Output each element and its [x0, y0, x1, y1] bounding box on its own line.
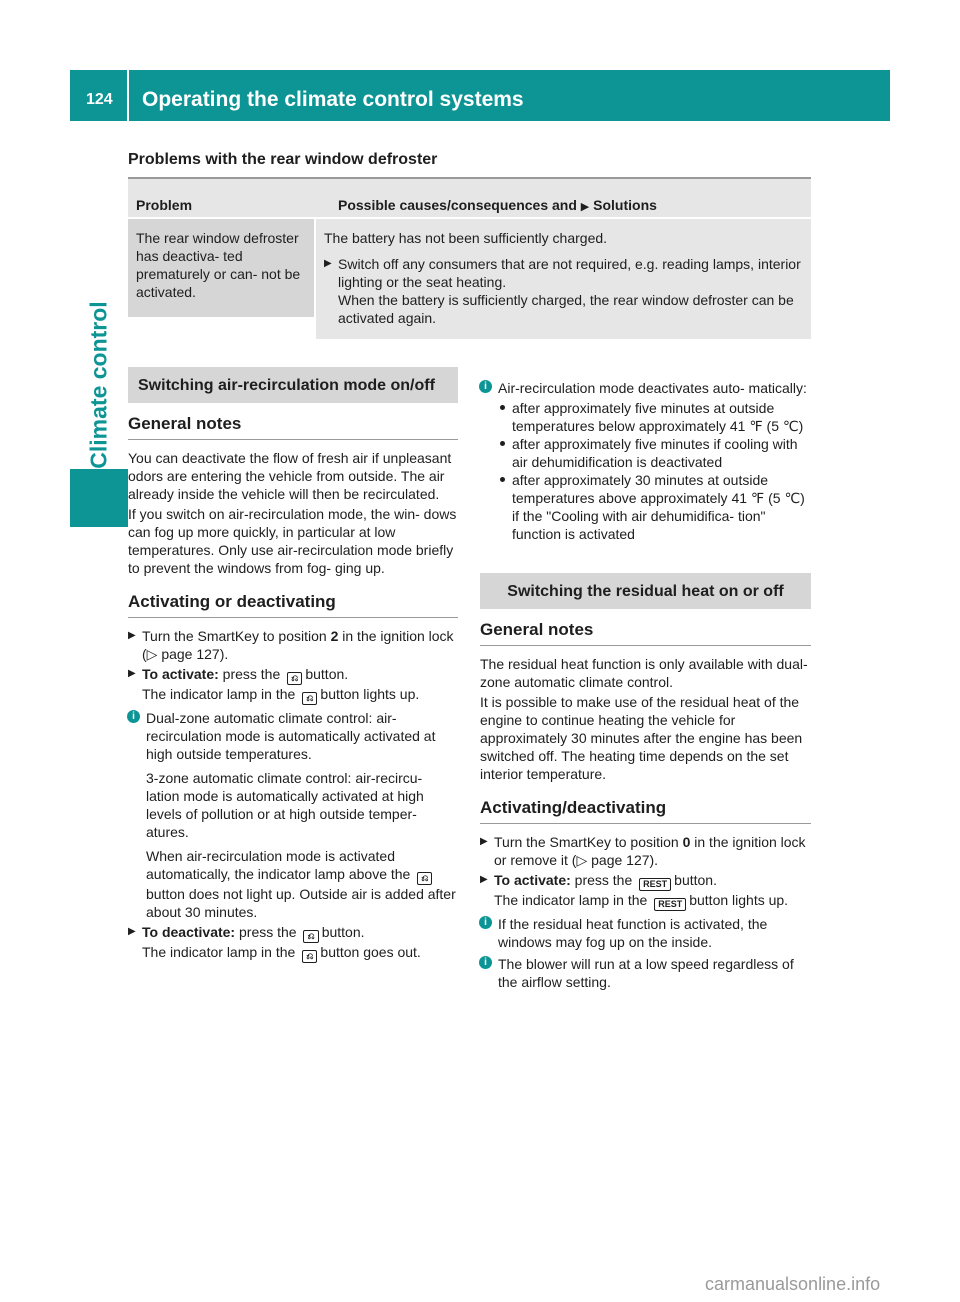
recirc-step-activate: ▶ To activate: press the ⎌ button. The indicator lamp in the ⎌ button lights up. — [128, 666, 420, 703]
residual-p2: It is possible to make use of the residual heat of the engine to continue heating the vehicle for approximately 30 minutes after the engine has been switched off. The heating time depends on the set interior temperature. — [480, 694, 803, 782]
residual-activating-title: Activating/deactivating — [480, 799, 811, 824]
info-icon: i — [479, 916, 492, 929]
arrow-icon: ▶ — [480, 874, 488, 885]
car-recirculation-icon: ⎌ — [302, 950, 317, 963]
recirc-info-deactivate: i Air-recirculation mode deactivates auto- matically: — [480, 379, 811, 397]
car-recirculation-icon: ⎌ — [303, 930, 318, 943]
car-recirculation-icon: ⎌ — [417, 872, 432, 885]
arrow-icon: ▶ — [324, 258, 332, 269]
recirc-general-title: General notes — [128, 415, 458, 440]
recirc-general-p1: You can deactivate the flow of fresh air if unpleasant odors are entering the vehicle from outside. The air already inside the vehicle will then be recirculated. — [128, 450, 452, 502]
car-recirculation-icon: ⎌ — [302, 692, 317, 705]
page-number: 124 — [86, 91, 113, 108]
side-chapter-label: Climate control — [85, 301, 112, 469]
table-header-row — [128, 179, 811, 217]
residual-info-blower: i The blower will run at a low speed regardless of the airflow setting. — [480, 955, 811, 991]
list-item: after approximately 30 minutes at outside temperatures above approximately 41 ℉ (5 ℃) if the "Cooling with air dehumidifica- tion" function is activated — [498, 471, 811, 543]
residual-info-fog: i If the residual heat function is activated, the windows may fog up on the inside. — [480, 915, 811, 951]
recirc-step-position: ▶ Turn the SmartKey to position 2 in the ignition lock (▷ page 127). — [128, 628, 454, 662]
header-divider — [127, 70, 129, 121]
recirc-activating-title: Activating or deactivating — [128, 593, 458, 618]
residual-step-position: ▶ Turn the SmartKey to position 0 in the ignition lock or remove it (▷ page 127). — [480, 834, 806, 868]
arrow-icon: ▶ — [580, 201, 590, 213]
solution-step: ▶ Switch off any consumers that are not required, e.g. reading lamps, interior lighting or the seat heating. When the battery is sufficiently charged, the rear window defroster can be activated again. — [324, 256, 801, 326]
cause-text: The battery has not been sufficiently charged. — [324, 230, 608, 246]
side-chapter-block — [70, 469, 128, 527]
residual-general-title: General notes — [480, 621, 811, 646]
residual-step-activate: ▶ To activate: press the REST button. The indicator lamp in the REST button lights up. — [480, 872, 789, 909]
table-row — [128, 217, 811, 339]
list-item: after approximately five minutes if cooling with air dehumidification is deactivated — [498, 435, 811, 471]
rest-button-icon: REST — [639, 878, 671, 891]
residual-p1: The residual heat function is only available with dual-zone automatic climate control. — [480, 656, 808, 690]
recirc-step-deactivate: ▶ To deactivate: press the ⎌ button. The indicator lamp in the ⎌ button goes out. — [128, 924, 421, 961]
watermark: carmanualsonline.info — [705, 1274, 881, 1294]
car-recirculation-icon: ⎌ — [287, 672, 302, 685]
arrow-icon: ▶ — [480, 836, 488, 847]
recirc-info-auto: i Dual-zone automatic climate control: air- recirculation mode is automatically activated at high outside temperatures. 3-zone automatic climate control: air-recircu- lation mode is automatically activated at high levels of pollution or at high outside temper- atures. When air-recirculation mode is activated automatically, the indicator lamp above the ⎌button does not light up. Outside air is added after about 30 minutes. — [128, 709, 458, 921]
chapter-header — [70, 70, 890, 121]
chapter-title: Operating the climate control systems — [142, 88, 524, 111]
table-header-problem: Problem — [136, 197, 193, 213]
table-header-solutions: Possible causes/consequences and ▶ Solutions — [338, 197, 657, 213]
defroster-title: Problems with the rear window defroster — [128, 151, 438, 168]
info-icon: i — [479, 956, 492, 969]
list-item: after approximately five minutes at outside temperatures below approximately 41 ℉ (5 ℃) — [498, 399, 811, 435]
info-icon: i — [127, 710, 140, 723]
rest-button-icon: REST — [654, 898, 686, 911]
arrow-icon: ▶ — [128, 668, 136, 679]
recirc-banner: Switching air-recirculation mode on/off — [128, 367, 458, 403]
left-column — [128, 367, 458, 965]
arrow-icon: ▶ — [128, 926, 136, 937]
info-icon: i — [479, 380, 492, 393]
problem-cell: The rear window defroster has deactiva- ted prematurely or can- not be activated. — [128, 219, 314, 317]
arrow-icon: ▶ — [128, 630, 136, 641]
solution-cell — [314, 219, 811, 339]
right-column — [480, 375, 811, 993]
residual-banner: Switching the residual heat on or off — [480, 573, 811, 609]
defroster-table — [128, 177, 811, 339]
recirc-general-p2: If you switch on air-recirculation mode, the win- dows can fog up more quickly, in particular at low temperatures. Only use air-recirculation mode briefly to prevent the windows from fog- ging up. — [128, 506, 457, 576]
